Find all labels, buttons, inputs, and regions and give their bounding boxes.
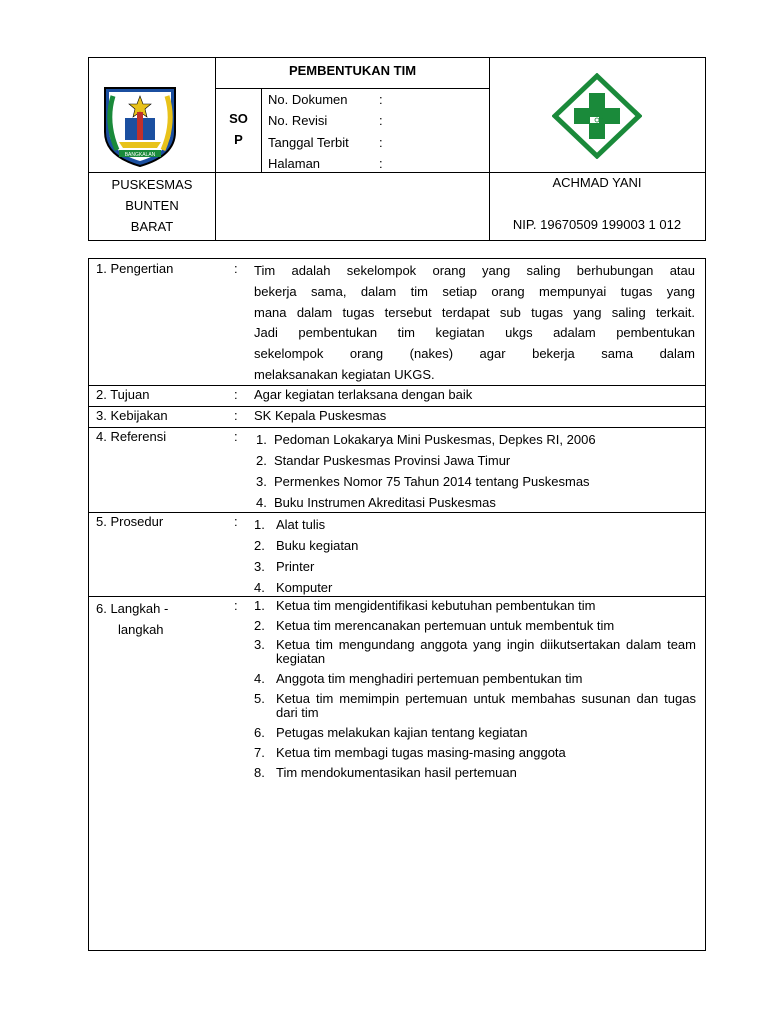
puskesmas-logo	[552, 73, 642, 159]
list-item	[254, 598, 696, 618]
document-meta	[268, 89, 488, 174]
item-text: Pedoman Lokakarya Mini Puskesmas, Depkes RI, 2006	[274, 432, 596, 447]
divider	[489, 57, 490, 240]
document-title: PEMBENTUKAN TIM	[288, 63, 417, 78]
langkah-list	[254, 598, 696, 785]
item-text: Anggota tim menghadiri pertemuan pembentukan tim	[276, 671, 583, 686]
section-label-referensi: 4. Referensi	[96, 429, 167, 444]
section-colon: :	[234, 598, 238, 613]
text-line: melaksanakan kegiatan UKGS.	[254, 366, 435, 382]
regional-emblem-logo	[95, 82, 185, 168]
list-item	[254, 745, 696, 765]
item-text: Ketua tim mengundang anggota yang ingin diikutsertakan dalam team kegiatan	[276, 637, 696, 666]
item-text: Printer	[276, 559, 315, 574]
list-item	[254, 638, 696, 671]
text-line: sekelompok orang (nakes) agar bekerja sama dalam	[254, 346, 695, 362]
list-item	[254, 535, 696, 556]
section-colon: :	[234, 408, 238, 423]
section-colon: :	[234, 387, 238, 402]
text-line: Jadi pembentukan tim kegiatan ukgs adalam pembentukan	[254, 325, 695, 341]
organization-name	[89, 174, 215, 237]
meta-label: No. Dokumen	[268, 92, 348, 107]
list-item	[256, 492, 696, 513]
tujuan-text: Agar kegiatan terlaksana dengan baik	[254, 387, 473, 402]
item-number: 7.	[254, 745, 265, 760]
item-number: 4.	[254, 580, 265, 595]
list-item	[254, 765, 696, 785]
sop-label-line2: P	[234, 132, 243, 147]
item-number: 2.	[254, 618, 265, 633]
text-line: Tim adalah sekelompok orang yang saling berhubungan atau	[254, 263, 695, 278]
list-item	[254, 671, 696, 692]
item-text: Komputer	[276, 580, 333, 595]
list-item	[256, 471, 696, 492]
section-label-kebijakan: 3. Kebijakan	[96, 408, 168, 423]
sop-label	[216, 108, 261, 150]
meta-row-halaman	[268, 153, 488, 174]
meta-label: No. Revisi	[268, 113, 328, 129]
org-line: PUSKESMAS	[111, 177, 193, 192]
item-text: Tim mendokumentasikan hasil pertemuan	[276, 765, 517, 780]
section-label-pengertian: 1. Pengertian	[96, 261, 174, 276]
item-number: 1.	[254, 598, 265, 613]
emblem-text: BANGKALAN	[124, 152, 156, 158]
meta-row-no-revisi	[268, 110, 488, 131]
item-number: 2.	[254, 538, 265, 553]
meta-sep: :	[379, 134, 383, 150]
item-text: Petugas melakukan kajian tentang kegiatan	[276, 725, 528, 740]
item-number: 8.	[254, 765, 265, 780]
list-item	[254, 514, 696, 535]
item-number: 4.	[256, 495, 267, 510]
item-text: Ketua tim merencanakan pertemuan untuk membentuk tim	[276, 618, 615, 633]
divider	[88, 406, 705, 407]
meta-sep: :	[379, 92, 383, 107]
section-label-tujuan: 2. Tujuan	[96, 387, 150, 402]
meta-label: Halaman	[268, 155, 321, 171]
item-number: 5.	[254, 691, 265, 706]
signer-nip: NIP. 19670509 199003 1 012	[512, 217, 682, 232]
prosedur-list	[254, 514, 696, 598]
label-line: 6. Langkah -	[96, 601, 169, 616]
item-number: 3.	[254, 637, 265, 652]
kebijakan-text: SK Kepala Puskesmas	[254, 408, 387, 423]
item-number: 1.	[254, 517, 265, 532]
item-number: 3.	[256, 474, 267, 489]
sop-label-line1: SO	[229, 111, 248, 126]
item-text: Ketua tim mengidentifikasi kebutuhan pembentukan tim	[276, 598, 596, 613]
list-item	[254, 725, 696, 745]
list-item	[254, 692, 696, 725]
pengertian-text	[254, 261, 695, 386]
org-line: BARAT	[130, 219, 174, 234]
meta-row-no-dokumen	[268, 89, 488, 110]
item-number: 4.	[254, 671, 265, 686]
meta-row-tanggal-terbit	[268, 132, 488, 153]
meta-sep: :	[379, 155, 383, 171]
list-item	[256, 450, 696, 471]
text-line: mana dalam tugas tersebut terdapat sub tugas yang saling terkait.	[254, 304, 695, 320]
item-text: Permenkes Nomor 75 Tahun 2014 tentang Puskesmas	[274, 474, 590, 489]
section-label-langkah	[96, 598, 168, 640]
item-number: 1.	[256, 432, 267, 447]
item-number: 2.	[256, 453, 267, 468]
signer-name: ACHMAD YANI	[552, 175, 642, 190]
list-item	[254, 577, 696, 598]
meta-sep: :	[379, 113, 383, 129]
list-item	[256, 429, 696, 450]
item-text: Ketua tim memimpin pertemuan untuk membahas susunan dan tugas dari tim	[276, 691, 696, 720]
section-colon: :	[234, 429, 238, 444]
divider	[261, 88, 262, 173]
item-text: Standar Puskesmas Provinsi Jawa Timur	[274, 453, 511, 468]
section-colon: :	[234, 261, 238, 276]
divider	[88, 427, 705, 428]
item-text: Ketua tim membagi tugas masing-masing anggota	[276, 745, 566, 760]
section-label-prosedur: 5. Prosedur	[96, 514, 164, 529]
item-text: Buku kegiatan	[276, 538, 359, 553]
list-item	[254, 556, 696, 577]
org-line: BUNTEN	[125, 198, 179, 213]
referensi-list	[256, 429, 696, 513]
list-item	[254, 618, 696, 638]
item-number: 6.	[254, 725, 265, 740]
item-text: Alat tulis	[276, 517, 326, 532]
item-number: 3.	[254, 559, 265, 574]
section-colon: :	[234, 514, 238, 529]
meta-label: Tanggal Terbit	[268, 134, 349, 150]
text-line: bekerja sama, dalam tim setiap orang mempunyai tugas yang	[254, 283, 695, 299]
item-text: Buku Instrumen Akreditasi Puskesmas	[274, 495, 496, 510]
label-line: langkah	[118, 622, 164, 637]
